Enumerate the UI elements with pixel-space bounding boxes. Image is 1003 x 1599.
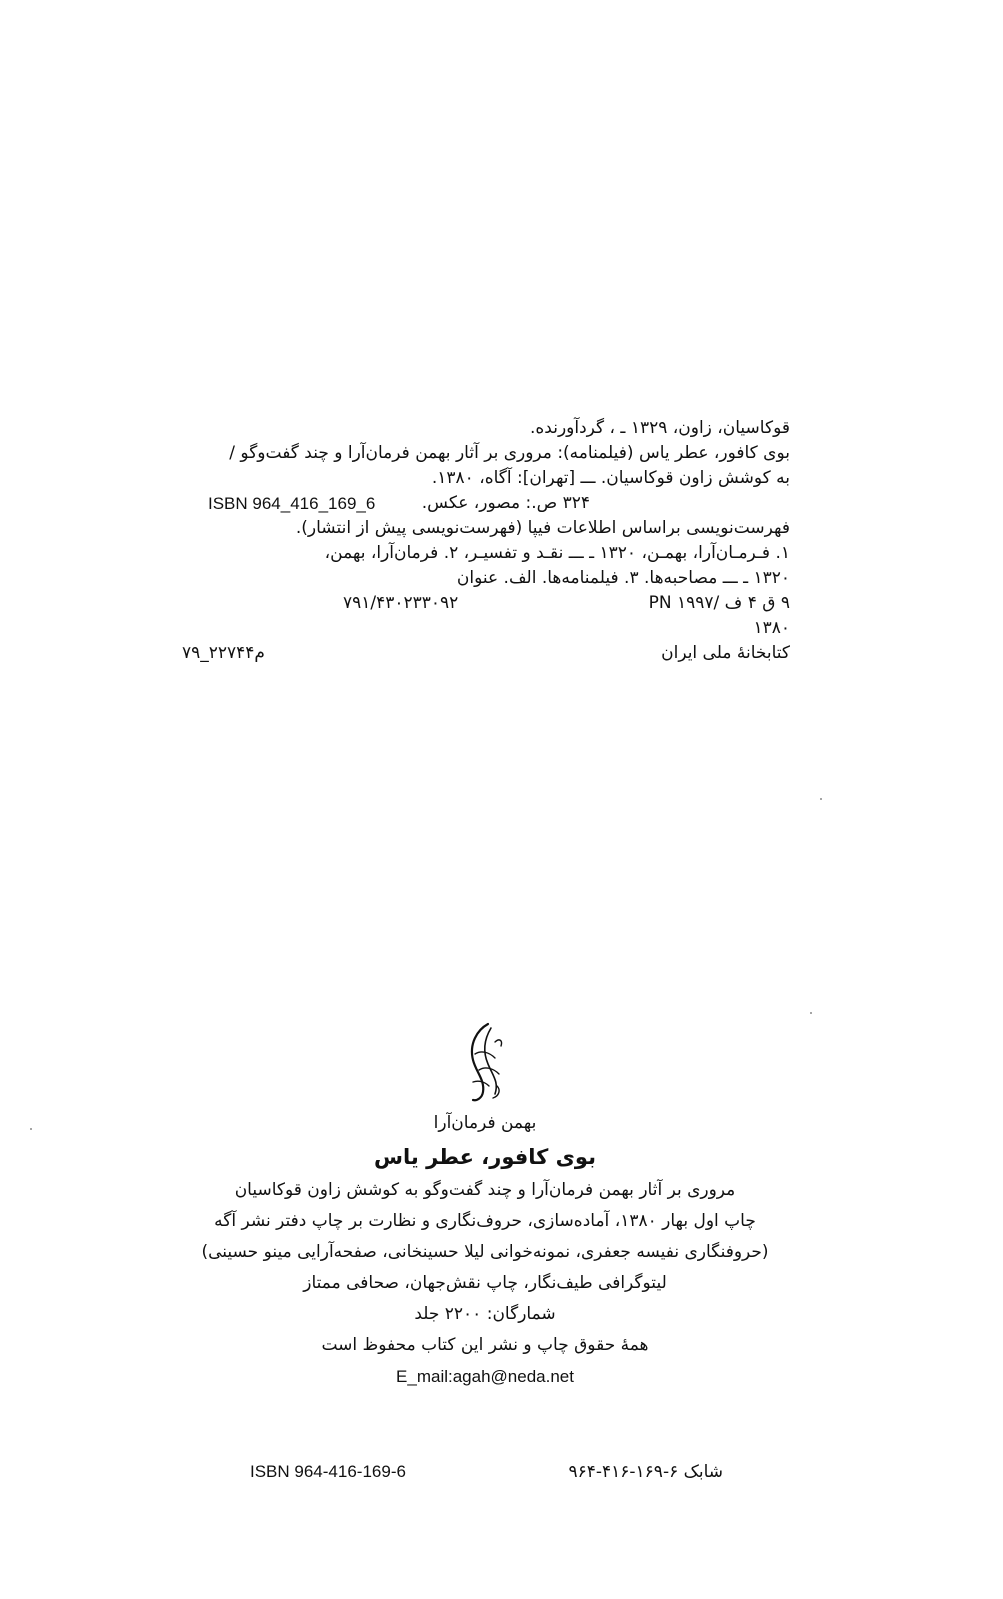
cip-library-number: ۷۹_۲۲۷۴۴م — [182, 643, 265, 663]
cip-year: ۱۳۸۰ — [753, 618, 790, 638]
colophon-author: بهمن فرمان‌آرا — [433, 1113, 537, 1133]
colophon-block — [170, 1108, 800, 1392]
colophon-edition: چاپ اول بهار ۱۳۸۰، آماده‌سازی، حروف‌نگاری و نظارت بر چاپ دفتر نشر آگه — [214, 1211, 756, 1231]
cip-publisher-line: به کوشش زاون قوکاسیان. ـــ [تهران]: آگاه، ۱۳۸۰. — [431, 468, 790, 488]
colophon-subtitle: مروری بر آثار بهمن فرمان‌آرا و چند گفت‌وگو به کوشش زاون قوکاسیان — [234, 1180, 736, 1200]
cip-pages: ۳۲۴ ص.: مصور، عکس. — [421, 493, 590, 513]
colophon-email: E_mail:agah@neda.net — [396, 1367, 574, 1386]
scan-speck — [820, 798, 822, 800]
cip-author-line: قوکاسیان، زاون، ۱۳۲۹ ـ ، گردآورنده. — [529, 418, 790, 438]
cip-library-name: کتابخانهٔ ملی ایران — [661, 643, 790, 663]
colophon-title: بوی کافور، عطر یاس — [374, 1145, 596, 1169]
colophon-copies: شمارگان: ۲۲۰۰ جلد — [414, 1304, 556, 1324]
cataloging-in-publication-block — [170, 416, 790, 666]
cip-note-line: فهرست‌نویسی براساس اطلاعات فیپا (فهرست‌نویسی پیش از انتشار). — [295, 518, 790, 538]
cip-dewey-number: ۷۹۱/۴۳۰۲۳۳۰۹۲ — [343, 593, 459, 613]
footer-isbn-latin: ISBN 964-416-169-6 — [250, 1462, 406, 1481]
scan-speck — [810, 1012, 812, 1014]
cip-subjects-line-1: ۱. فـرمـان‌آرا، بهمـن، ۱۳۲۰ ـ ـــ نقـد و تفسیـر، ۲. فرمان‌آرا، بهمن، — [324, 543, 790, 563]
cip-classification-line — [170, 591, 790, 616]
colophon-printing: لیتوگرافی طیف‌نگار، چاپ نقش‌جهان، صحافی ممتاز — [303, 1273, 667, 1293]
colophon-rights: همهٔ حقوق چاپ و نشر این کتاب محفوظ است — [321, 1335, 649, 1355]
colophon-credits: (حروفنگاری نفیسه جعفری، نمونه‌خوانی لیلا حسینخانی، صفحه‌آرایی مینو حسینی) — [201, 1242, 769, 1262]
cip-subjects-line-2: ۱۳۲۰ ـ ـــ مصاحبه‌ها. ۳. فیلمنامه‌ها. الف. عنوان — [456, 568, 790, 588]
cip-title-line: بوی کافور، عطر یاس (فیلمنامه): مروری بر آثار بهمن فرمان‌آرا و چند گفت‌وگو / — [229, 443, 790, 463]
cip-library-line — [170, 641, 790, 666]
agah-publisher-logo-icon — [455, 1020, 515, 1105]
cip-physical-line — [170, 491, 790, 516]
scan-speck — [30, 1128, 32, 1130]
footer-isbn-persian: شابک ۶-۱۶۹-۴۱۶-۹۶۴ — [568, 1462, 723, 1482]
cip-lc-number: ۹ ق ۴ ف /PN ۱۹۹۷ — [648, 593, 790, 613]
cip-isbn: ISBN 964_416_169_6 — [208, 494, 376, 513]
